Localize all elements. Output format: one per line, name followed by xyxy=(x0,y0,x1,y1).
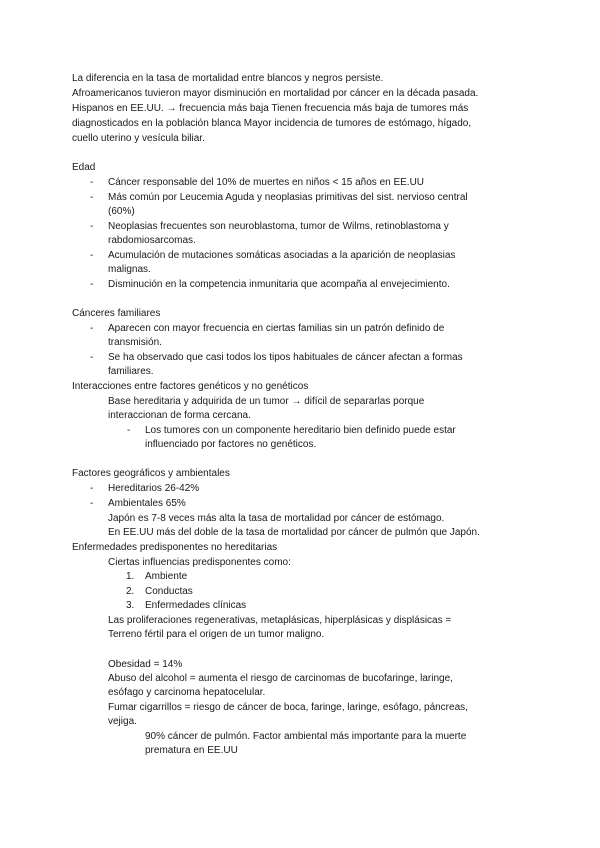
list-item: Ambientales 65% xyxy=(108,498,186,509)
bullet-dash: - xyxy=(90,498,94,509)
paragraph-line: vejiga. xyxy=(108,716,137,727)
bullet-dash: - xyxy=(90,221,94,232)
paragraph-line: Ciertas influencias predisponentes como: xyxy=(108,557,291,568)
sub-list-item-cont: influenciado por factores no genéticos. xyxy=(145,439,317,450)
paragraph-line: interaccionan de forma cercana. xyxy=(108,410,251,421)
bullet-dash: - xyxy=(90,250,94,261)
list-item: Disminución en la competencia inmunitaria que acompaña al envejecimiento. xyxy=(108,279,450,290)
bullet-dash: - xyxy=(90,323,94,334)
list-item: Hereditarios 26-42% xyxy=(108,483,200,494)
paragraph-line: Fumar cigarrillos = riesgo de cáncer de boca, faringe, laringe, esófago, páncreas, xyxy=(108,702,468,713)
numbered-item: Ambiente xyxy=(145,571,188,582)
numbered-item: Enfermedades clínicas xyxy=(145,600,247,611)
paragraph-line: Abuso del alcohol = aumenta el riesgo de carcinomas de bucofaringe, laringe, xyxy=(108,673,453,684)
list-item: Más común por Leucemia Aguda y neoplasias primitivas del sist. nervioso central xyxy=(108,192,468,203)
bullet-dash: - xyxy=(127,425,131,436)
list-item: Acumulación de mutaciones somáticas asociadas a la aparición de neoplasias xyxy=(108,250,456,261)
paragraph-line: Japón es 7-8 veces más alta la tasa de mortalidad por cáncer de estómago. xyxy=(108,513,445,524)
list-number: 2. xyxy=(126,586,135,597)
list-item: Cáncer responsable del 10% de muertes en niños < 15 años en EE.UU xyxy=(108,177,425,188)
intro-line-5: cuello uterino y vesícula biliar. xyxy=(72,133,205,144)
paragraph-line: 90% cáncer de pulmón. Factor ambiental más importante para la muerte xyxy=(145,731,467,742)
list-item-cont: (60%) xyxy=(108,206,135,217)
list-number: 3. xyxy=(126,600,135,611)
paragraph-line: Base hereditaria y adquirida de un tumor → difícil de separarlas porque xyxy=(108,396,425,407)
intro-line-1: La diferencia en la tasa de mortalidad entre blancos y negros persiste. xyxy=(72,73,384,84)
intro-line-3: Hispanos en EE.UU. → frecuencia más baja Tienen frecuencia más baja de tumores más xyxy=(72,103,469,114)
list-item: Aparecen con mayor frecuencia en ciertas familias sin un patrón definido de xyxy=(108,323,445,334)
paragraph-line: esófago y carcinoma hepatocelular. xyxy=(108,687,266,698)
list-item-cont: rabdomiosarcomas. xyxy=(108,235,196,246)
bullet-dash: - xyxy=(90,483,94,494)
section-heading-familiares: Cánceres familiares xyxy=(72,308,161,319)
section-heading-edad: Edad xyxy=(72,162,96,173)
paragraph-line: Las proliferaciones regenerativas, metaplásicas, hiperplásicas y displásicas = xyxy=(108,615,452,626)
list-number: 1. xyxy=(126,571,135,582)
list-item-cont: malignas. xyxy=(108,264,151,275)
list-item-cont: familiares. xyxy=(108,366,154,377)
bullet-dash: - xyxy=(90,352,94,363)
section-heading-geograficos: Factores geográficos y ambientales xyxy=(72,468,230,479)
bullet-dash: - xyxy=(90,177,94,188)
paragraph-line: Obesidad = 14% xyxy=(108,659,183,670)
paragraph-line: prematura en EE.UU xyxy=(145,745,238,756)
numbered-item: Conductas xyxy=(145,586,193,597)
sub-list-item: Los tumores con un componente hereditario bien definido puede estar xyxy=(145,425,456,436)
paragraph-line: Terreno fértil para el origen de un tumor maligno. xyxy=(108,629,325,640)
bullet-dash: - xyxy=(90,192,94,203)
bullet-dash: - xyxy=(90,279,94,290)
intro-line-2: Afroamericanos tuvieron mayor disminución en mortalidad por cáncer en la década pasada. xyxy=(72,88,479,99)
list-item: Se ha observado que casi todos los tipos habituales de cáncer afectan a formas xyxy=(108,352,463,363)
paragraph-line: En EE.UU más del doble de la tasa de mortalidad por cáncer de pulmón que Japón. xyxy=(108,527,480,538)
section-heading-interacciones: Interacciones entre factores genéticos y no genéticos xyxy=(72,381,309,392)
intro-line-4: diagnosticados en la población blanca Mayor incidencia de tumores de estómago, hígado, xyxy=(72,118,472,129)
list-item: Neoplasias frecuentes son neuroblastoma, tumor de Wilms, retinoblastoma y xyxy=(108,221,449,232)
section-heading-predisponentes: Enfermedades predisponentes no hereditarias xyxy=(72,542,278,553)
list-item-cont: transmisión. xyxy=(108,337,162,348)
